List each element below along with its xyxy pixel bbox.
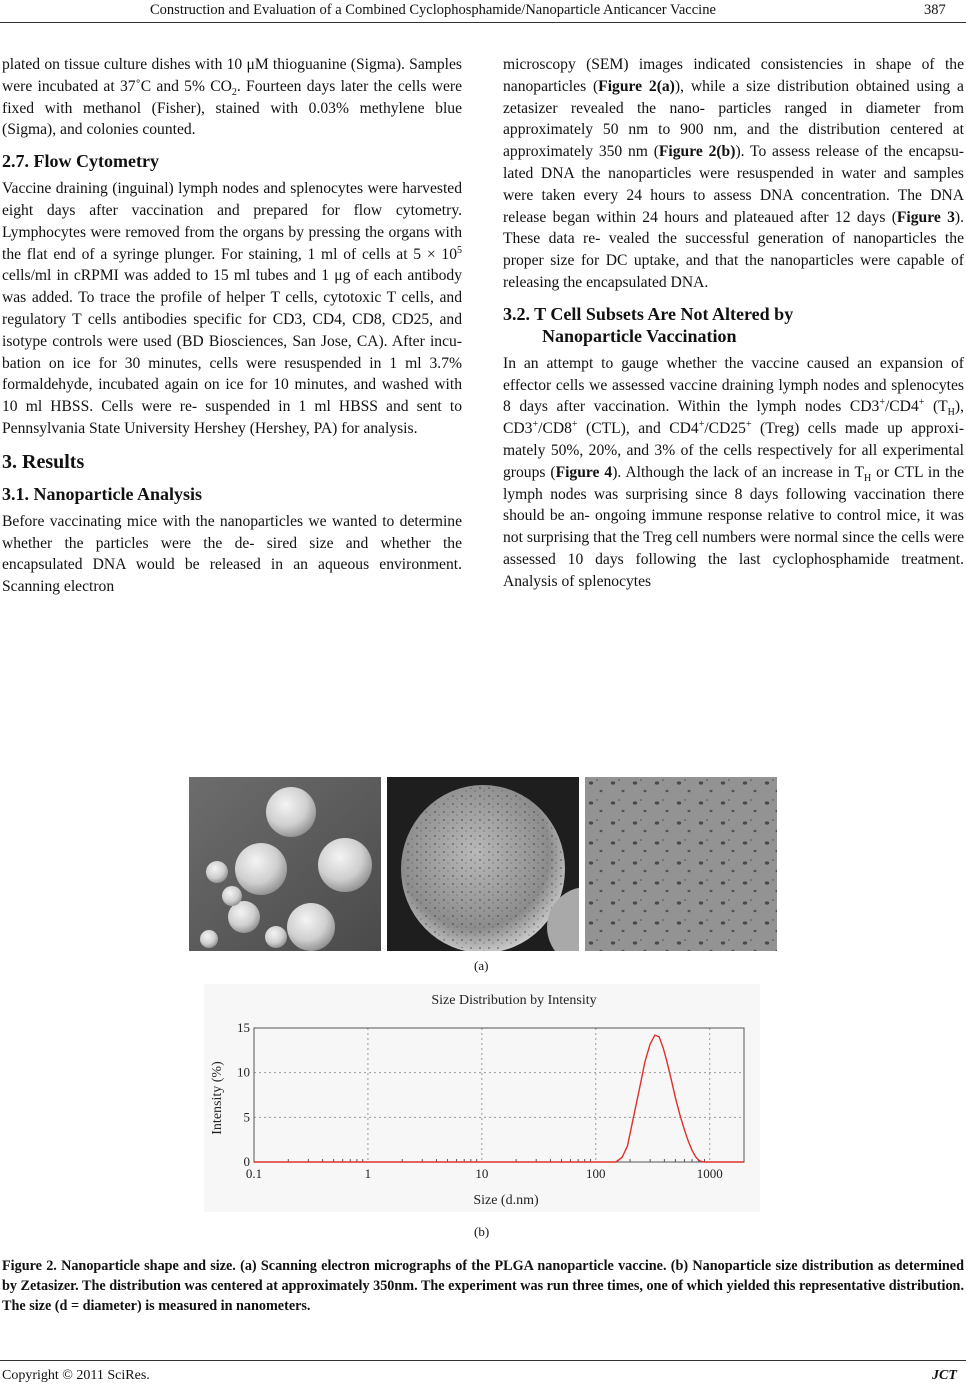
- figure-ref: Figure 3: [896, 208, 955, 226]
- section-heading-t-cell-subsets: 3.2. T Cell Subsets Are Not Altered by Nanoparticle Vaccination: [503, 303, 794, 346]
- figure-label-a: (a): [474, 958, 489, 973]
- figure-ref: Figure 2(a): [598, 77, 675, 95]
- paragraph-sem-results: microscopy (SEM) images indicated consistencies in shape of the nanoparticles (Figure 2(a)), while a size distribution obtained using a zetasizer revealed the nano- particles ranged in diameter from approximately 50 nm to 900 nm, and the distribution centered at approximately 350 nm (Figure 2(b)). To assess release of the encapsu- lated DNA the nanoparticles were resuspended in water and samples were taken every 24 hours to assess DNA concentration. The DNA release began within 24 hours and plateaued after 12 days (Figure 3). These data re- vealed the successful generation of nanoparticles the proper size for DC uptake, and that the nanoparticles were capable of releasing the encapsulated DNA.: [503, 56, 964, 291]
- sem-image-single-particle: [387, 777, 579, 951]
- page-header: [0, 0, 966, 22]
- sem-micrograph-panel: [189, 777, 963, 951]
- paragraph-intro: plated on tissue culture dishes with 10 μM thioguanine (Sigma). Samples were incubated at 37˚C and 5% $CO_2$. Fourteen days later the cells were fixed with methanol (Fisher), stained with 0.03% methylene blue (Sigma), and colonies counted.: [2, 56, 462, 139]
- size-distribution-chart: [204, 984, 760, 1212]
- figure-caption: Figure 2. Nanoparticle shape and size. (a) Scanning electron micrographs of the PLGA nanoparticle vaccine. (b) Nanoparticle size distribution as determined by Zetasizer. The distribution was centered at approximately 350nm. The experiment was run three times, one of which yielded this representative distribution. The size (d = diameter) is measured in nanometers.: [2, 1258, 964, 1314]
- section-heading-flow-cytometry: 2.7. Flow Cytometry: [2, 151, 159, 172]
- paragraph-nanoparticle-analysis: Before vaccinating mice with the nanoparticles we wanted to determine whether the particles were the de- sired size and whether the encapsulated DNA would be released in an aqueous environment. Scanning electron: [2, 512, 462, 596]
- footer-rule: [0, 1360, 966, 1361]
- figure-label-b: (b): [474, 1224, 490, 1239]
- paragraph-flow-cytometry: Vaccine draining (inguinal) lymph nodes and splenocytes were harvested eight days after vaccination and prepared for flow cytometry. Lymphocytes were removed from the organs by pressing the organs with the flat end of a syringe plunger. For staining, 1 ml of cells at $5 \times 10^5$ cells/ml in cRPMI was added to 15 ml tubes and 1 μg of each antibody was added. To trace the profile of helper T cells, cytotoxic T cells, and regulatory T cells antibodies specific for CD3, CD4, CD8, CD25, and isotype controls were used (BD Biosciences, San Jose, CA). After incu- bation on ice for 30 minutes, cells were resuspended in 1 ml 3.7% formaldehyde, incubated again on ice for 10 minutes, and washed with 10 ml HBSS. Cells were re- suspended in 1 ml HBSS and sent to Pennsylvania State University Hershey (Hershey, PA) for analysis.: [2, 180, 462, 437]
- x-tick-label: 100: [586, 1166, 606, 1181]
- section-heading-results: 3. Results: [2, 450, 85, 473]
- figure-ref: Figure 2(b): [658, 143, 736, 161]
- x-tick-label: 1000: [696, 1166, 723, 1181]
- paragraph-t-cell-subsets: In an attempt to gauge whether the vaccine caused an expansion of effector cells we assessed vaccine draining lymph nodes and splenocytes 8 days after vaccination. Within the lymph nodes CD3+/CD4+ $(T_H)$, CD3+/CD8+ (CTL), and CD4+/CD25+ (Treg) cells made up approxi- mately 50%, 20%, and 3% of the cells respectively for all experimental groups (Figure 4). Although the lack of an increase in $T_H$ or CTL in the lymph nodes was surprising since 8 days following vaccination there should be an- ongoing immune response relative to control mice, it was not surprising that the Treg cell numbers were normal since the cells were assessed 10 days following the last cyclophosphamide treatment. Analysis of splenocytes: [503, 354, 965, 590]
- x-tick-label: 10: [475, 1166, 489, 1181]
- running-title: Construction and Evaluation of a Combined Cyclophosphamide/Nanoparticle Anticancer Vaccine: [150, 2, 716, 18]
- header-rule: [0, 22, 966, 23]
- y-tick-label: 10: [237, 1064, 250, 1080]
- sem-image-surface-detail: [585, 777, 777, 951]
- left-column: [2, 54, 462, 598]
- section-heading-nanoparticle-analysis: 3.1. Nanoparticle Analysis: [2, 483, 203, 504]
- sem-image-particles: [189, 777, 381, 951]
- x-axis-label: Size (d.nm): [473, 1193, 539, 1208]
- y-axis-label: Intensity (%): [210, 1061, 225, 1135]
- chart-title: Size Distribution by Intensity: [431, 993, 597, 1008]
- y-tick-label: 15: [237, 1020, 250, 1035]
- figure-ref: Figure 4: [555, 463, 613, 481]
- y-tick-label: 5: [243, 1109, 250, 1125]
- page-number: 387: [924, 2, 946, 18]
- journal-abbreviation: JCT: [932, 1368, 957, 1383]
- right-column: [503, 54, 964, 593]
- y-tick-label: 0: [243, 1154, 250, 1169]
- copyright-notice: Copyright © 2011 SciRes.: [2, 1368, 150, 1383]
- x-tick-label: 0.1: [245, 1166, 263, 1181]
- x-tick-label: 1: [364, 1166, 372, 1181]
